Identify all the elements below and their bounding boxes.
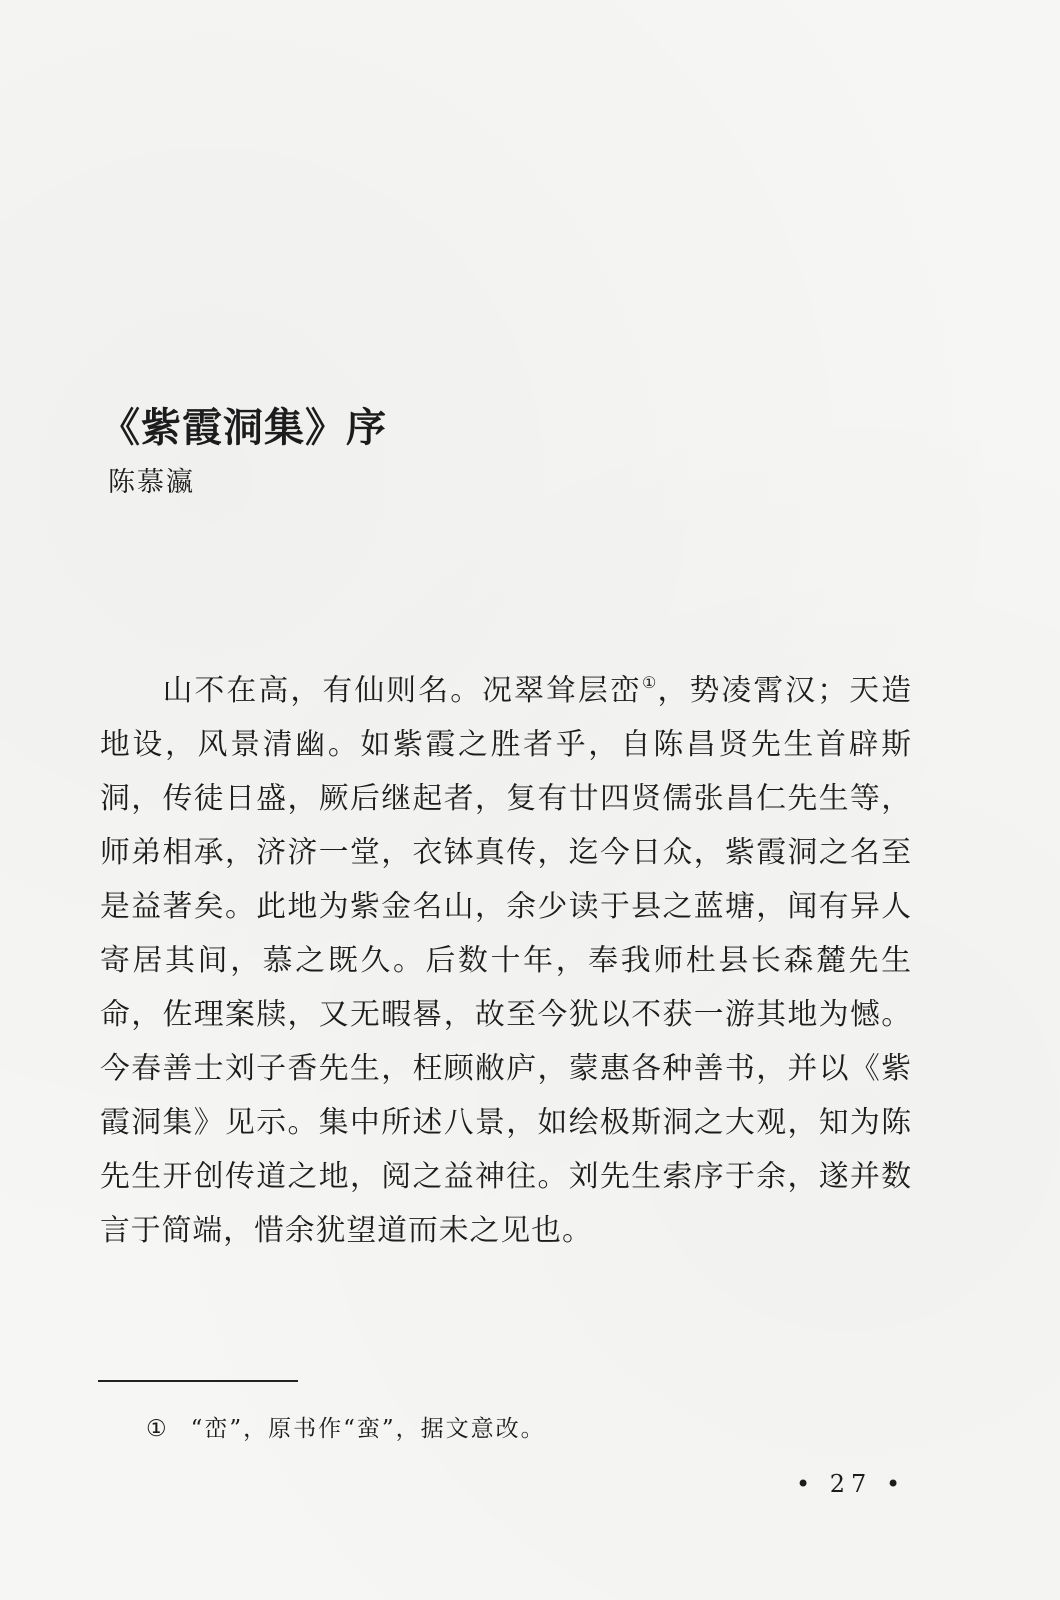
- page-title: 《紫霞洞集》序: [100, 404, 387, 451]
- body-text-part-1: 山不在高，有仙则名。况翠耸层峦: [162, 673, 642, 708]
- page-number: • 27 •: [796, 1470, 907, 1498]
- footnote: [146, 1410, 546, 1443]
- footnote-text: “峦”，原书作“蛮”，据文意改。: [190, 1416, 546, 1442]
- footnote-divider: [98, 1380, 298, 1382]
- body-paragraph: [100, 664, 912, 1258]
- footnote-marker: ①: [146, 1416, 169, 1442]
- body-text-part-2: ，势凌霄汉；天造地设，风景清幽。如紫霞之胜者乎，自陈昌贤先生首辟斯洞，传徒日盛，厥后继起者，复有廿四贤儒张昌仁先生等，师弟相承，济济一堂，衣钵真传，迄今日众，紫霞洞之名至是益著矣。此地为紫金名山，余少读于县之蓝塘，闻有异人寄居其间，慕之既久。后数十年，奉我师杜县长森麓先生命，佐理案牍，又无暇晷，故至今犹以不获一游其地为憾。今春善士刘子香先生，枉顾敝庐，蒙惠各种善书，并以《紫霞洞集》见示。集中所述八景，如绘极斯洞之大观，知为陈先生开创传道之地，阅之益神往。刘先生索序于余，遂并数言于简端，惜余犹望道而未之见也。: [100, 673, 913, 1248]
- author-name: 陈慕瀛: [108, 467, 195, 498]
- footnote-reference[interactable]: ①: [641, 673, 658, 692]
